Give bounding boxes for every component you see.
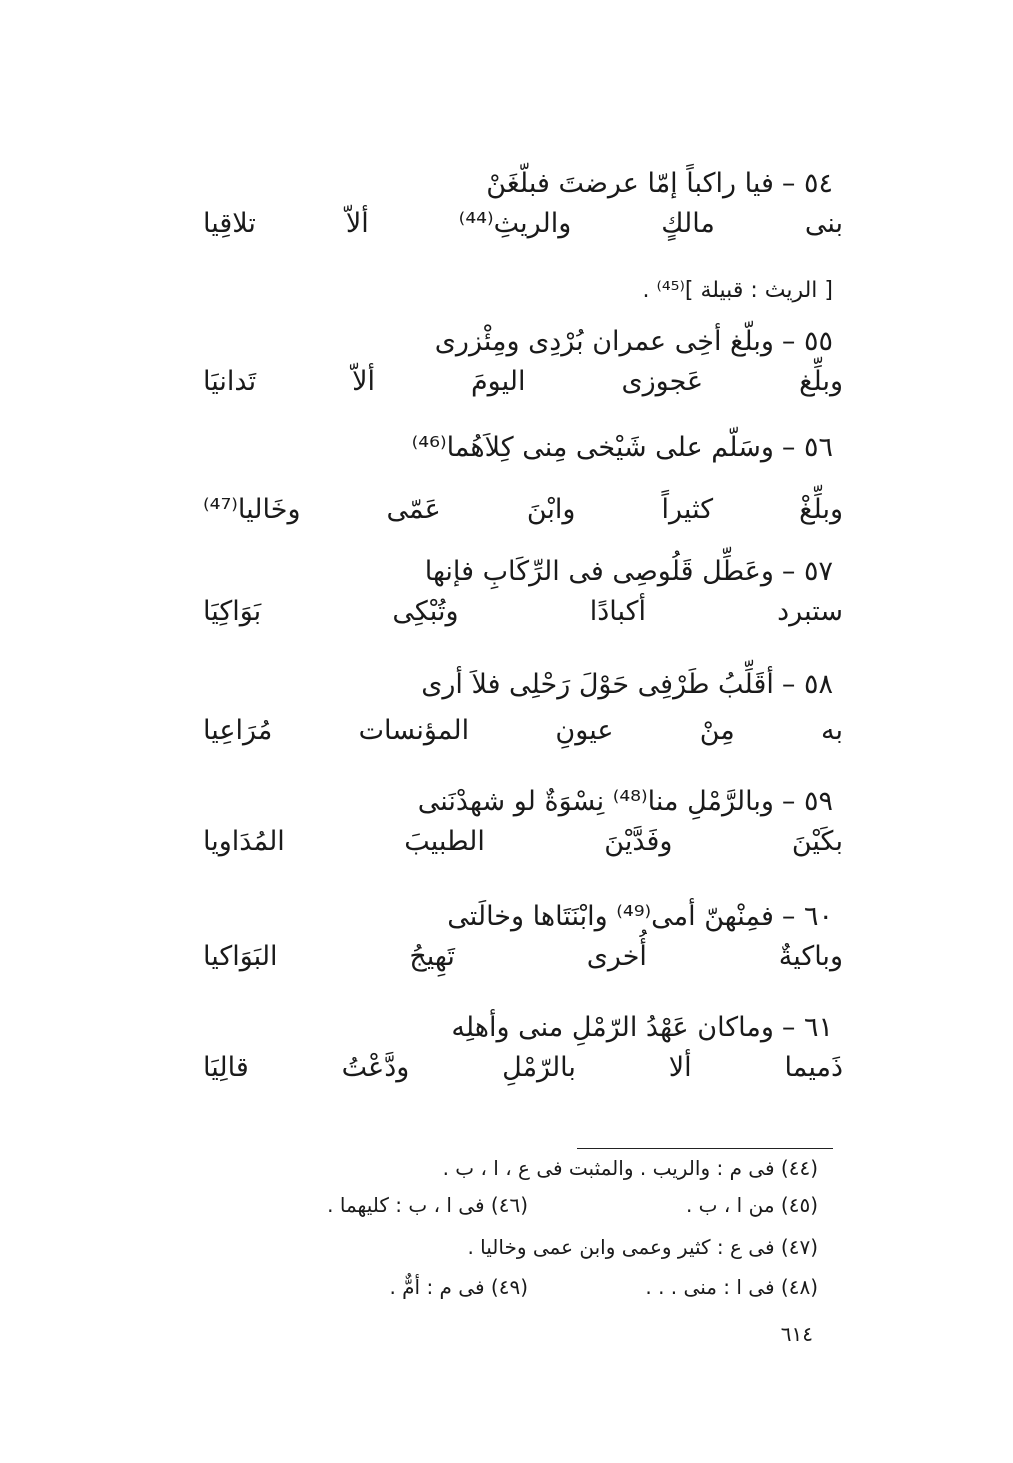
verse-hemistich-1: وبلّغ أخِى عمران بُرْدِى ومِئْزرى	[434, 326, 774, 357]
verse-57	[173, 552, 843, 632]
editorial-note: [ الريث : قبيلة ]⁽⁴⁵⁾ .	[642, 278, 833, 303]
verse-hemistich-2: وبلِّغْ كثيراً وابْنَ عَمّى وخَاليا⁽⁴⁷⁾	[203, 494, 843, 525]
verse-number: ٥٦ –	[781, 432, 833, 463]
verse-hemistich-2: بنى مالكٍ والريثِ⁽⁴⁴⁾ ألاّ تلاقِيا	[203, 208, 843, 239]
verse-number: ٥٥ –	[781, 326, 833, 357]
verse-56	[173, 428, 843, 530]
footnote-46: (٤٦) فى ا ، ب : كليهما .	[327, 1193, 528, 1217]
verse-hemistich-1: وبالرَّمْلِ منا⁽⁴⁸⁾ نِسْوَةٌ لو شهدْنَنى	[417, 786, 774, 817]
footnote-48: (٤٨) فى ا : منى . . .	[645, 1275, 818, 1299]
page-number: ٦١٤	[780, 1322, 813, 1346]
footnote-44: (٤٤) فى م : والريب . والمثبت فى ع ، ا ، ب .	[442, 1156, 818, 1180]
verse-hemistich-2: وباكيةٌ أُخرى تَهِيجُ البَوَاكيا	[203, 941, 843, 972]
footnote-49: (٤٩) فى م : أمٌّ .	[389, 1275, 528, 1299]
verse-hemistich-1: أقَلِّبُ طَرْفِى حَوْلَ رَحْلِى فلاَ أرى	[421, 669, 774, 700]
verse-number: ٥٤ –	[781, 168, 833, 199]
verse-hemistich-2: ذَميما ألا بالرّمْلِ ودَّعْتُ قالِيَا	[203, 1052, 843, 1083]
verse-hemistich-1: وماكان عَهْدُ الرّمْلِ منى وأهلِه	[451, 1012, 774, 1043]
verse-54	[173, 164, 843, 244]
verse-hemistich-2: به مِنْ عيونِ المؤنسات مُرَاعِيا	[203, 715, 843, 746]
verse-hemistich-1: وعَطِّل قَلُوصِى فى الرِّكَابِ فإنها	[424, 556, 774, 587]
footnote-separator	[577, 1148, 833, 1149]
verse-number: ٥٧ –	[781, 556, 833, 587]
verse-hemistich-1: فيا راكباً إمّا عرضتَ فبلّغَنْ	[486, 168, 774, 199]
verse-hemistich-2: ستبرد أكبادًا وتُبْكِى بَوَاكِيَا	[203, 596, 843, 627]
verse-hemistich-1: وسَلّم على شَيْخى مِنى كِلاَهُما⁽⁴⁶⁾	[411, 432, 774, 463]
verse-59	[173, 782, 843, 862]
verse-hemistich-2: وبلِّغ عَجوزى اليومَ ألاّ تَدانيَا	[203, 366, 843, 397]
verse-61	[173, 1008, 843, 1088]
footnote-47: (٤٧) فى ع : كثير وعمى وابن عمى وخاليا .	[467, 1235, 818, 1259]
verse-number: ٦٠ –	[781, 901, 833, 932]
verse-58	[173, 665, 843, 751]
verse-number: ٥٩ –	[781, 786, 833, 817]
verse-number: ٥٨ –	[781, 669, 833, 700]
verse-number: ٦١ –	[781, 1012, 833, 1043]
verse-hemistich-1: فمِنْهنّ أمى⁽⁴⁹⁾ وابْنَتَاها وخالَتى	[447, 901, 774, 932]
verse-55	[173, 322, 843, 402]
verse-hemistich-2: بكَيْنَ وفَدَّيْنَ الطبيبَ المُدَاويا	[203, 826, 843, 857]
verse-60	[173, 897, 843, 977]
footnote-45: (٤٥) من ا ، ب .	[685, 1193, 818, 1217]
